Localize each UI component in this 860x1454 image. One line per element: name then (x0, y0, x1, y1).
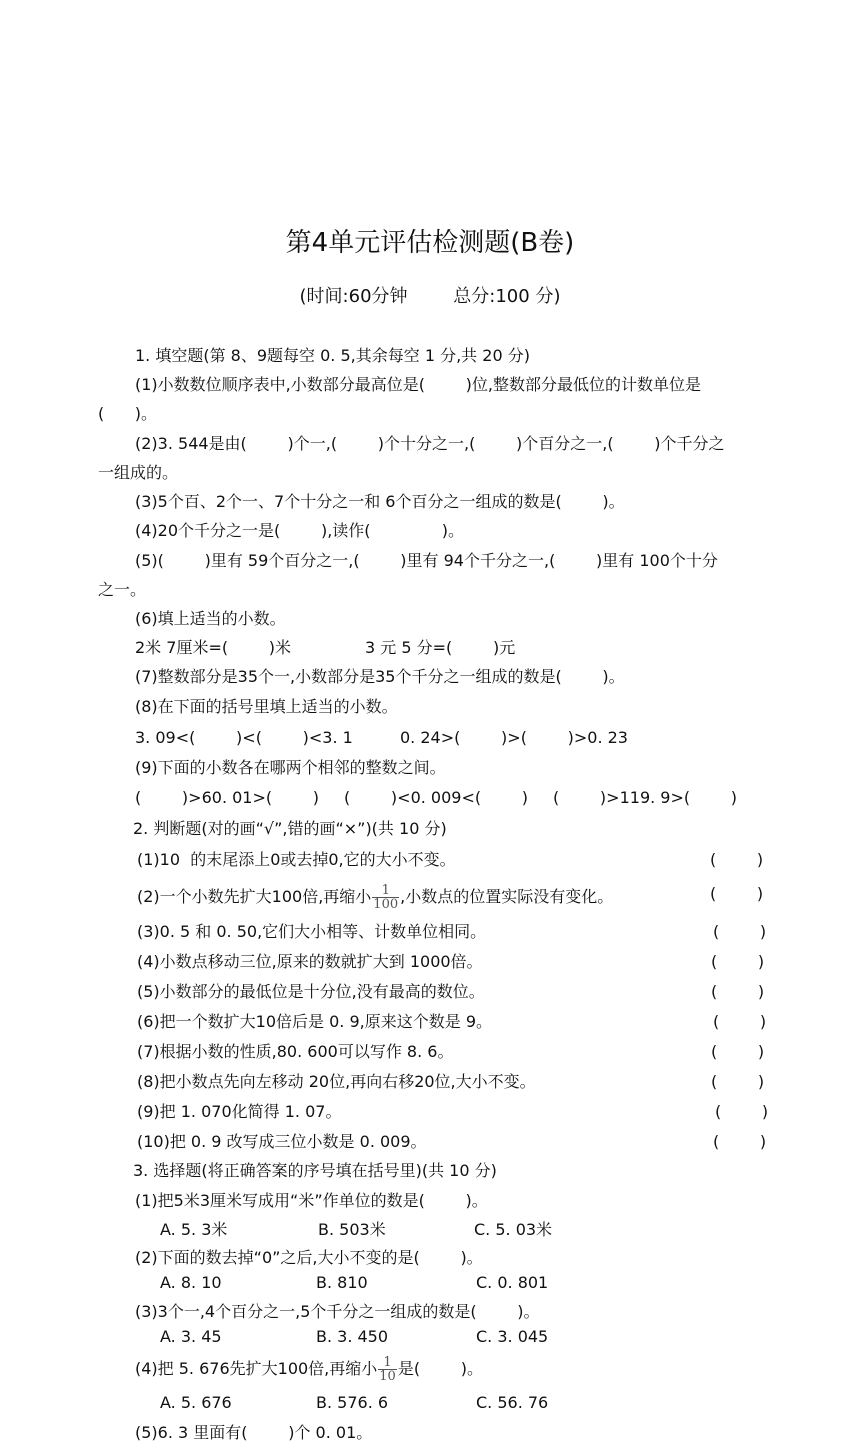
choice-q4-option-a: A. 5. 676 (160, 1393, 232, 1412)
s1-q2-line2: 一组成的。 (98, 463, 179, 482)
s1-q6-b: 3 元 5 分=( )元 (365, 638, 516, 657)
section1-heading: 1. 填空题(第 8、9题每空 0. 5,其余每空 1 分,共 20 分) (135, 346, 530, 365)
s1-q2-line1: (2)3. 544是由( )个一,( )个十分之一,( )个百分之一,( )个千分之 (135, 434, 725, 453)
s1-q1-line2: ( )。 (98, 404, 158, 423)
choice-q4-text: (4)把 5. 676先扩大100倍,再缩小 (135, 1359, 378, 1378)
s1-q9: (9)下面的小数各在哪两个相邻的整数之间。 (135, 758, 446, 777)
page-title: 第4单元评估检测题(B卷) (285, 228, 575, 258)
choice-q3-option-c: C. 3. 045 (476, 1327, 549, 1346)
choice-q2-option-a: A. 8. 10 (160, 1273, 222, 1292)
fraction-1-10 (378, 1356, 397, 1383)
s1-q6: (6)填上适当的小数。 (135, 609, 286, 628)
judge-answer-10: ( ) (713, 1132, 767, 1151)
judge-item-4: (4)小数点移动三位,原来的数就扩大到 1000倍。 (137, 952, 483, 971)
judge-item-2-text: (2)一个小数先扩大100倍,再缩小 (137, 887, 372, 906)
judge-item-8: (8)把小数点先向左移动 20位,再向右移20位,大小不变。 (137, 1072, 536, 1091)
exam-info: (时间:60分钟 总分:100 分) (299, 286, 561, 307)
s1-q9-b: ( )<0. 009<( ) (344, 788, 529, 807)
judge-item-9: (9)把 1. 070化简得 1. 07。 (137, 1102, 342, 1121)
judge-answer-7: ( ) (711, 1042, 765, 1061)
choice-q4-option-b: B. 576. 6 (316, 1393, 389, 1412)
s1-q9-a: ( )>60. 01>( ) (135, 788, 320, 807)
fraction-1-100 (372, 884, 399, 911)
judge-answer-3: ( ) (713, 922, 767, 941)
choice-q5: (5)6. 3 里面有( )个 0. 01。 (135, 1423, 373, 1442)
s1-q8-b: 0. 24>( )>( )>0. 23 (400, 728, 628, 747)
choice-q1: (1)把5米3厘米写成用“米”作单位的数是( )。 (135, 1191, 488, 1210)
judge-item-7: (7)根据小数的性质,80. 600可以写作 8. 6。 (137, 1042, 454, 1061)
judge-answer-2: ( ) (710, 884, 764, 903)
judge-item-2-suffix: ,小数点的位置实际没有变化。 (400, 887, 614, 906)
choice-q1-option-a: A. 5. 3米 (160, 1220, 228, 1239)
section2-heading: 2. 判断题(对的画“√”,错的画“×”)(共 10 分) (133, 819, 447, 838)
s1-q8-a: 3. 09<( )<( )<3. 1 (135, 728, 353, 747)
fraction-denominator: 10 (379, 1369, 396, 1384)
s1-q4: (4)20个千分之一是( ),读作( )。 (135, 521, 464, 540)
s1-q7: (7)整数部分是35个一,小数部分是35个千分之一组成的数是( )。 (135, 667, 625, 686)
choice-q3-option-a: A. 3. 45 (160, 1327, 222, 1346)
judge-item-6: (6)把一个数扩大10倍后是 0. 9,原来这个数是 9。 (137, 1012, 492, 1031)
choice-q4-option-c: C. 56. 76 (476, 1393, 549, 1412)
s1-q1-line1: (1)小数数位顺序表中,小数部分最高位是( )位,整数部分最低位的计数单位是 (135, 375, 702, 394)
judge-item-3: (3)0. 5 和 0. 50,它们大小相等、计数单位相同。 (137, 922, 487, 941)
judge-item-5: (5)小数部分的最低位是十分位,没有最高的数位。 (137, 982, 485, 1001)
judge-item-10: (10)把 0. 9 改写成三位小数是 0. 009。 (137, 1132, 427, 1151)
choice-q2-option-b: B. 810 (316, 1273, 368, 1292)
judge-answer-9: ( ) (715, 1102, 769, 1121)
judge-answer-5: ( ) (711, 982, 765, 1001)
choice-q2-option-c: C. 0. 801 (476, 1273, 549, 1292)
choice-q3: (3)3个一,4个百分之一,5个千分之一组成的数是( )。 (135, 1302, 540, 1321)
choice-q4 (135, 1356, 483, 1383)
judge-answer-4: ( ) (711, 952, 765, 971)
s1-q6-a: 2米 7厘米=( )米 (135, 638, 292, 657)
fraction-numerator: 1 (378, 1356, 397, 1370)
s1-q5-line1: (5)( )里有 59个百分之一,( )里有 94个千分之一,( )里有 100个十分 (135, 551, 718, 570)
choice-q3-option-b: B. 3. 450 (316, 1327, 389, 1346)
choice-q1-option-b: B. 503米 (318, 1220, 386, 1239)
section3-heading: 3. 选择题(将正确答案的序号填在括号里)(共 10 分) (133, 1161, 497, 1180)
fraction-denominator: 100 (373, 897, 399, 912)
choice-q2: (2)下面的数去掉“0”之后,大小不变的是( )。 (135, 1248, 483, 1267)
choice-q4-suffix: 是( )。 (397, 1359, 484, 1378)
judge-item-1: (1)10 的末尾添上0或去掉0,它的大小不变。 (137, 850, 456, 869)
s1-q3: (3)5个百、2个一、7个十分之一和 6个百分之一组成的数是( )。 (135, 492, 625, 511)
choice-q1-option-c: C. 5. 03米 (474, 1220, 553, 1239)
s1-q8: (8)在下面的括号里填上适当的小数。 (135, 697, 398, 716)
s1-q5-line2: 之一。 (98, 580, 147, 599)
judge-answer-8: ( ) (711, 1072, 765, 1091)
judge-item-2 (137, 884, 613, 911)
judge-answer-1: ( ) (710, 850, 764, 869)
s1-q9-c: ( )>119. 9>( ) (553, 788, 738, 807)
judge-answer-6: ( ) (713, 1012, 767, 1031)
fraction-numerator: 1 (372, 884, 399, 898)
